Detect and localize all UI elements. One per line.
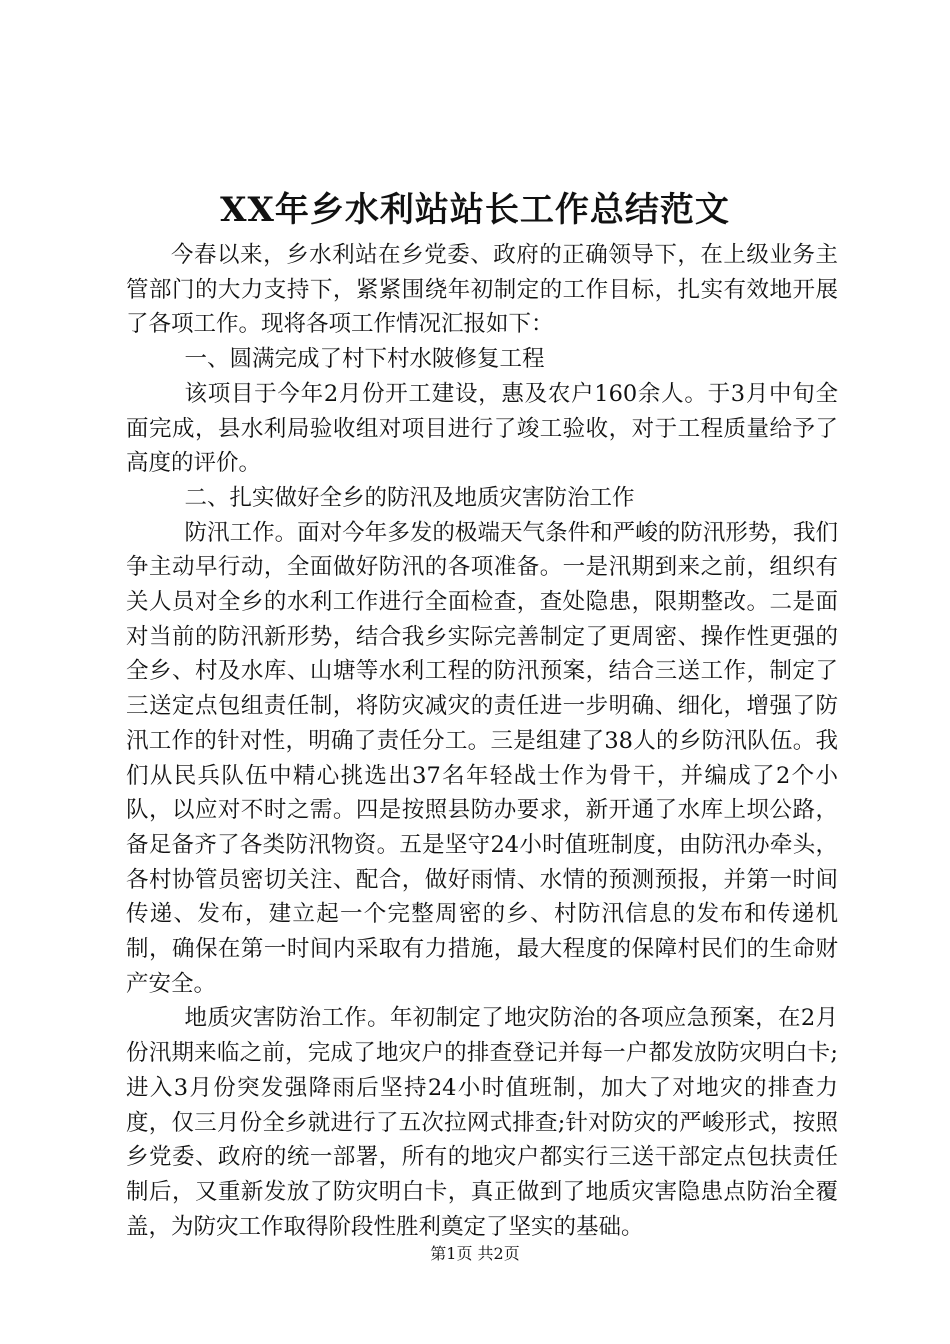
document-title: XX年乡水利站站长工作总结范文 bbox=[220, 190, 730, 230]
page-indicator: 第1页 共2页 bbox=[430, 1244, 520, 1263]
page-footer bbox=[0, 1243, 950, 1265]
paragraph-geo-hazard: 地质灾害防治工作。年初制定了地灾防治的各项应急预案，在2月份汛期来临之前，完成了地灾户的排查登记并每一户都发放防灾明白卡;进入3月份突发强降雨后坚持24小时值班制，加大了对地灾的排查力度，仅三月份全乡就进行了五次拉网式排查;针对防灾的严峻形式，按照乡党委、政府的统一部署，所有的地灾户都实行三送干部定点包扶责任制后，又重新发放了防灾明白卡，真正做到了地质灾害隐患点防治全覆盖，为防灾工作取得阶段性胜利奠定了坚实的基础。 bbox=[126, 1005, 838, 1240]
paragraph-project: 该项目于今年2月份开工建设，惠及农户160余人。于3月中旬全面完成，县水利局验收组对项目进行了竣工验收，对于工程质量给予了高度的评价。 bbox=[126, 380, 838, 477]
paragraph-intro: 今春以来，乡水利站在乡党委、政府的正确领导下，在上级业务主管部门的大力支持下，紧紧围绕年初制定的工作目标，扎实有效地开展了各项工作。现将各项工作情况汇报如下： bbox=[126, 242, 838, 338]
section-heading-1: 一、圆满完成了村下村水陂修复工程 bbox=[184, 346, 545, 373]
section-heading-2: 二、扎实做好全乡的防汛及地质灾害防治工作 bbox=[184, 484, 635, 511]
paragraph-flood-control: 防汛工作。面对今年多发的极端天气条件和严峻的防汛形势，我们争主动早行动，全面做好防汛的各项准备。一是汛期到来之前，组织有关人员对全乡的水利工作进行全面检查，查处隐患，限期整改。二是面对当前的防汛新形势，结合我乡实际完善制定了更周密、操作性更强的全乡、村及水库、山塘等水利工程的防汛预案，结合三送工作，制定了三送定点包组责任制，将防灾减灾的责任进一步明确、细化，增强了防汛工作的针对性，明确了责任分工。三是组建了38人的乡防汛队伍。我们从民兵队伍中精心挑选出37名年轻战士作为骨干，并编成了2个小队，以应对不时之需。四是按照县防办要求，新开通了水库上坝公路，备足备齐了各类防汛物资。五是坚守24小时值班制度，由防汛办牵头，各村协管员密切关注、配合，做好雨情、水情的预测预报，并第一时间传递、发布，建立起一个完整周密的乡、村防汛信息的发布和传递机制，确保在第一时间内采取有力措施，最大程度的保障村民们的生命财产安全。 bbox=[126, 519, 838, 997]
document-body bbox=[126, 238, 838, 1244]
